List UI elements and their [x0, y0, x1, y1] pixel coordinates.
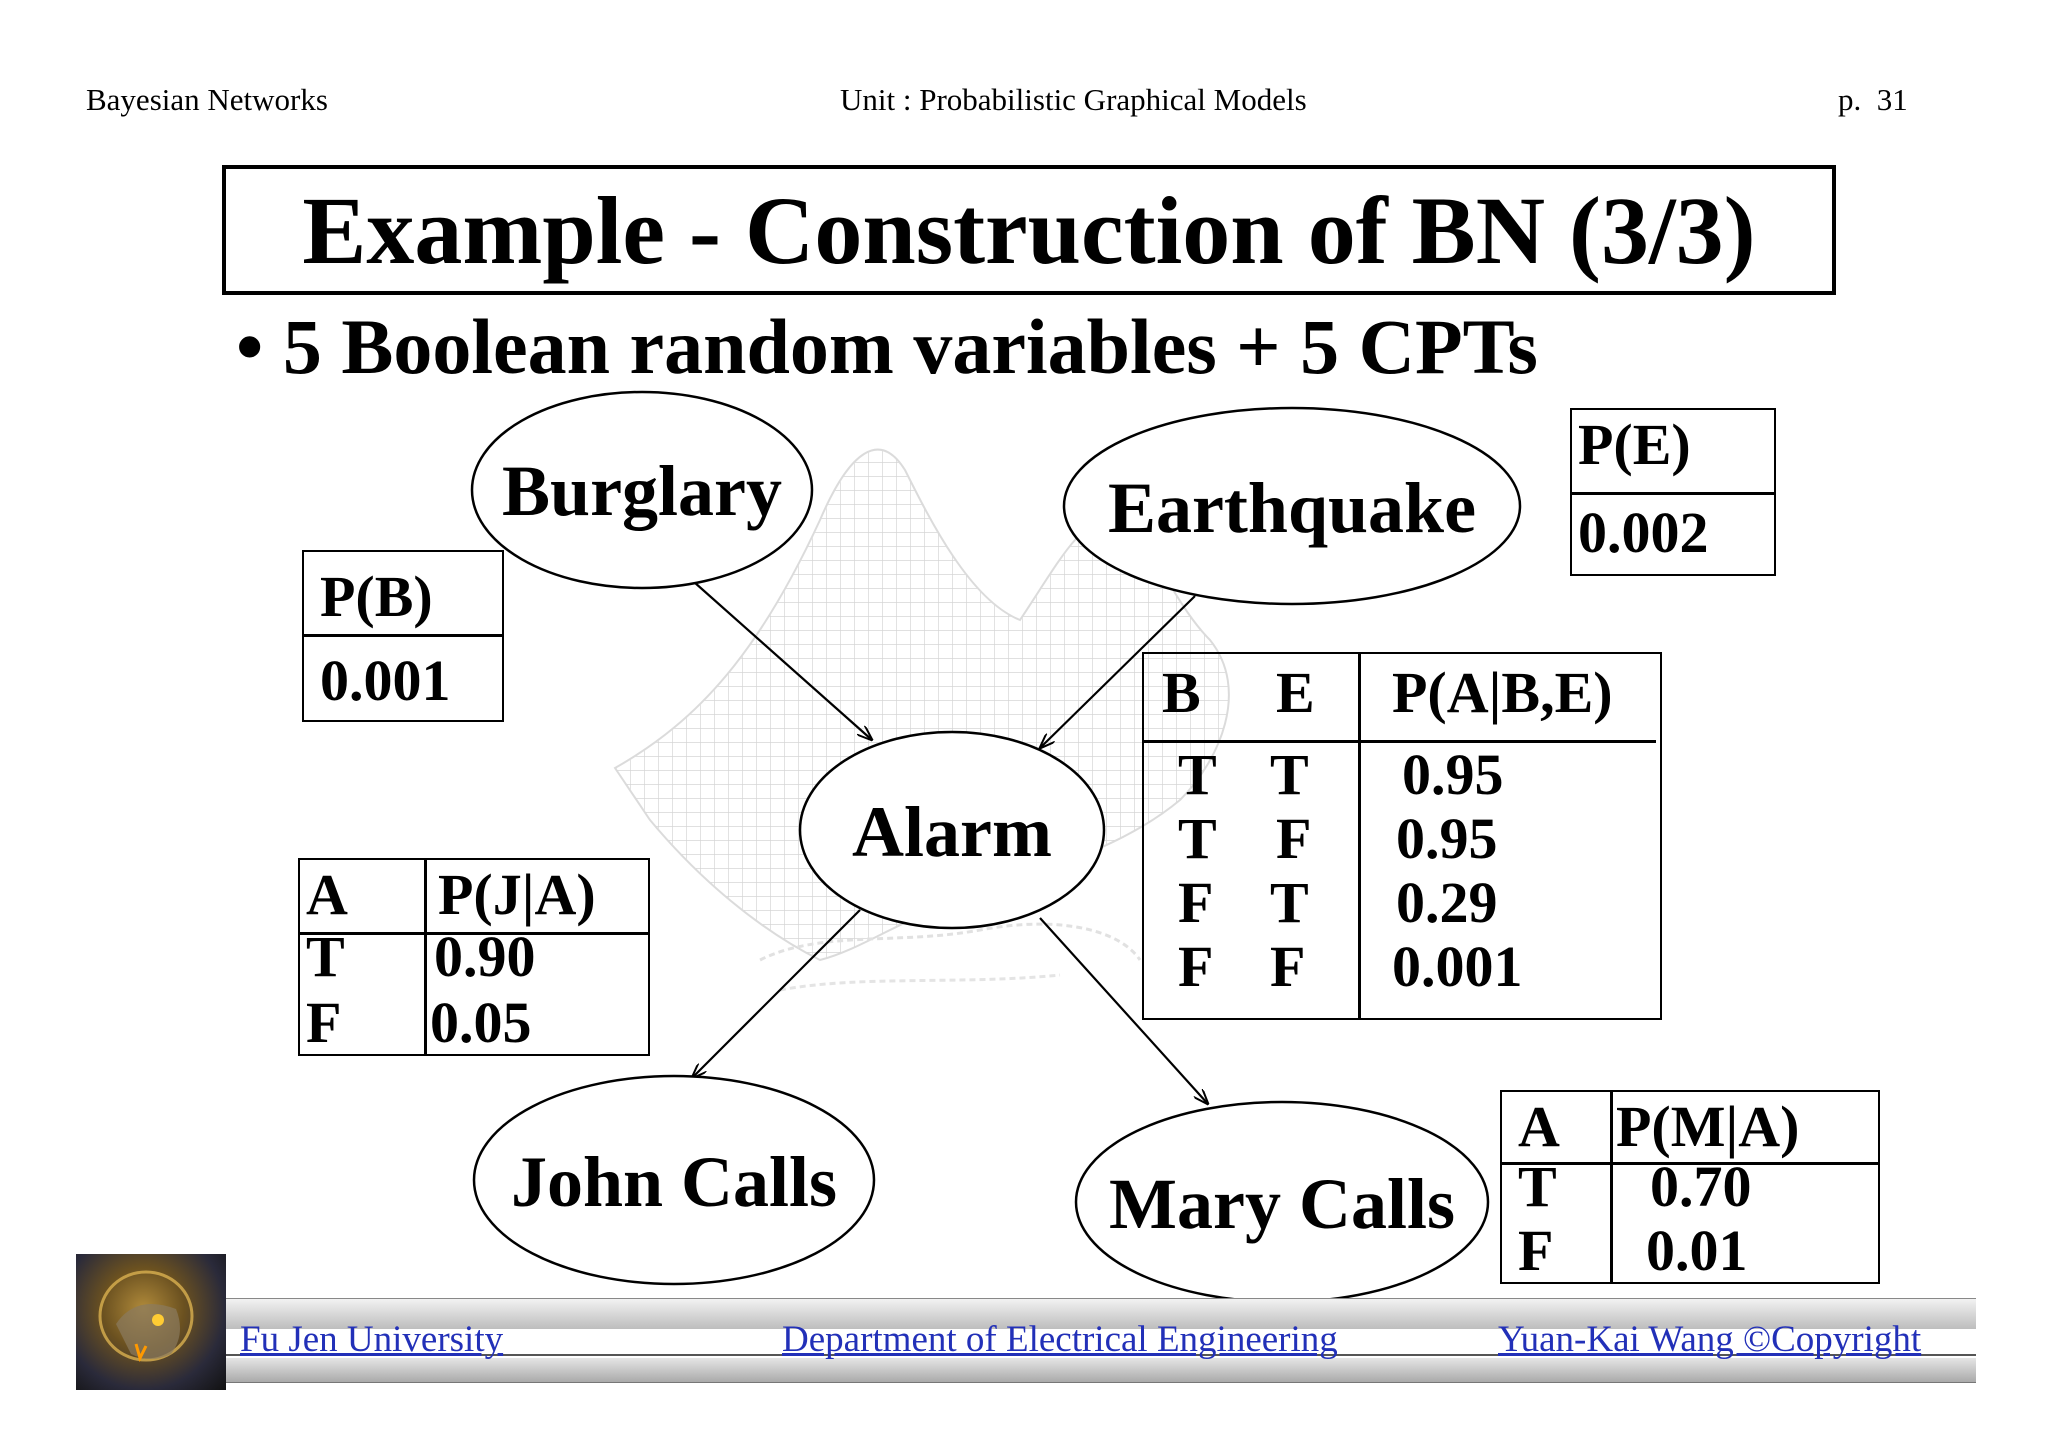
node-earthquake: [1064, 408, 1520, 604]
cpt-m-header-a: A: [1518, 1094, 1560, 1159]
cpt-a-header-e: E: [1276, 660, 1315, 725]
footer-copyright-link[interactable]: Yuan-Kai Wang ©Copyright: [1498, 1319, 1922, 1360]
cpt-mary: [1500, 1090, 1880, 1284]
cpt-a-r3-b: F: [1178, 870, 1214, 935]
university-logo: [76, 1254, 226, 1390]
cpt-a-r1-e: T: [1270, 742, 1309, 807]
cpt-a-r3-e: T: [1270, 870, 1309, 935]
cpt-m-r1-p: 0.70: [1650, 1154, 1752, 1219]
cpt-j-header-a: A: [306, 862, 348, 927]
cpt-e-header: P(E): [1578, 412, 1691, 477]
cpt-alarm: [1142, 652, 1662, 1020]
footer-department-link[interactable]: Department of Electrical Engineering: [782, 1319, 1338, 1360]
slide-title: Example - Construction of BN (3/3): [302, 176, 1756, 284]
cpt-a-r2-e: F: [1276, 806, 1312, 871]
cpt-a-r3-p: 0.29: [1396, 870, 1498, 935]
cpt-b-header: P(B): [320, 564, 433, 629]
node-john-calls: [474, 1076, 874, 1284]
cpt-burglary: [302, 550, 504, 722]
cpt-j-r1-a: T: [306, 924, 345, 989]
node-earthquake-label: Earthquake: [1107, 468, 1477, 548]
cpt-a-r2-b: T: [1178, 806, 1217, 871]
cpt-a-r2-p: 0.95: [1396, 806, 1498, 871]
cpt-j-header-p: P(J|A): [438, 862, 596, 927]
node-burglary: [472, 392, 812, 588]
node-mary-calls: [1076, 1102, 1488, 1302]
bullet-dot: •: [236, 303, 283, 390]
node-john-label: John Calls: [510, 1142, 838, 1222]
bullet-text: 5 Boolean random variables + 5 CPTs: [282, 303, 1538, 390]
skull-logo-icon: [76, 1254, 226, 1390]
header-center: Unit : Probabilistic Graphical Models: [840, 82, 1307, 117]
cpt-a-header-b: B: [1162, 660, 1201, 725]
cpt-a-r4-b: F: [1178, 934, 1214, 999]
cpt-a-r4-e: F: [1270, 934, 1306, 999]
cpt-a-r1-b: T: [1178, 742, 1217, 807]
node-burglary-label: Burglary: [502, 451, 782, 531]
cpt-m-r2-a: F: [1518, 1218, 1554, 1283]
node-alarm: [800, 732, 1104, 928]
cpt-e-value: 0.002: [1578, 500, 1709, 565]
cpt-j-r1-p: 0.90: [434, 924, 536, 989]
cpt-a-r1-p: 0.95: [1402, 742, 1504, 807]
header-left: Bayesian Networks: [86, 82, 328, 117]
cpt-b-value: 0.001: [320, 648, 451, 713]
cpt-earthquake: [1570, 408, 1776, 576]
cpt-a-header-p: P(A|B,E): [1392, 660, 1613, 725]
cpt-a-r4-p: 0.001: [1392, 934, 1523, 999]
cpt-j-r2-p: 0.05: [430, 990, 532, 1055]
cpt-m-header-p: P(M|A): [1616, 1094, 1800, 1159]
cpt-m-r2-p: 0.01: [1646, 1218, 1748, 1283]
footer-university-link[interactable]: Fu Jen University: [240, 1319, 504, 1360]
node-mary-label: Mary Calls: [1109, 1164, 1455, 1244]
cpt-j-r2-a: F: [306, 990, 342, 1055]
cpt-john: [298, 858, 650, 1056]
node-alarm-label: Alarm: [852, 792, 1052, 872]
page-number: p. 31: [1838, 82, 1908, 117]
cpt-m-r1-a: T: [1518, 1154, 1557, 1219]
